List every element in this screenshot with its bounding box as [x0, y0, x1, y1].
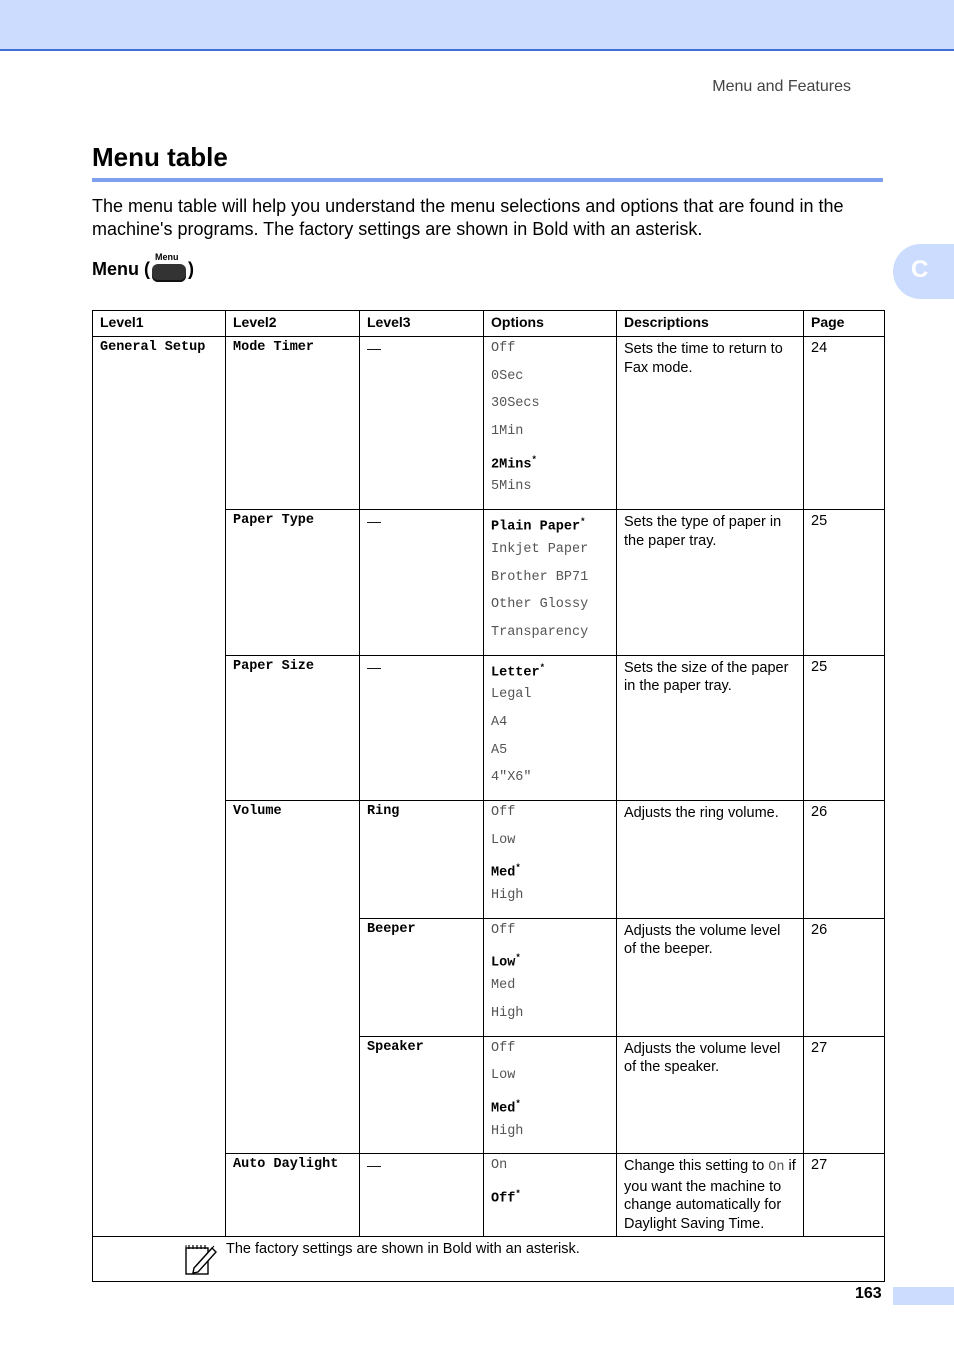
page-number: 163 [855, 1285, 882, 1302]
option-item: Transparency [491, 624, 589, 640]
options-cell [484, 337, 617, 510]
footer-color-bar [893, 1287, 954, 1305]
table-row [93, 337, 885, 510]
description-text: Change this setting to [624, 1158, 769, 1175]
intro-paragraph: The menu table will help you understand the menu selections and options that are found in the machine's programs. The factory settings are shown in Bold with an asterisk. [92, 196, 844, 239]
page-cell: 27 [804, 1154, 885, 1237]
option-item: High [491, 888, 524, 904]
level3-cell: — [360, 655, 484, 800]
note-row [93, 1237, 885, 1282]
page-cell: 24 [804, 337, 885, 510]
level2-cell: Paper Type [226, 510, 360, 655]
header-page: Page [804, 311, 885, 337]
menu-heading-prefix: Menu ( [92, 258, 150, 279]
option-item: Off [491, 922, 516, 938]
option-item: High [491, 1005, 524, 1021]
page-cell: 26 [804, 918, 885, 1036]
option-item: 2Mins* [491, 454, 537, 473]
menu-key-label: Menu [155, 252, 179, 262]
description-cell: Adjusts the volume level of the beeper. [617, 918, 804, 1036]
description-cell: Adjusts the volume level of the speaker. [617, 1036, 804, 1154]
level2-cell: Mode Timer [226, 337, 360, 510]
options-cell [484, 801, 617, 919]
menu-heading-suffix: ) [188, 258, 194, 279]
page-cell: 25 [804, 655, 885, 800]
chapter-letter: C [911, 256, 929, 283]
option-item: Plain Paper* [491, 517, 586, 535]
chapter-tab [893, 244, 954, 299]
page-cell: 27 [804, 1036, 885, 1154]
level1-cell: General Setup [93, 337, 226, 1237]
option-item: 30Secs [491, 396, 540, 412]
header-options: Options [484, 311, 617, 337]
header-level3: Level3 [360, 311, 484, 337]
options-cell [484, 1154, 617, 1237]
option-item: Off [491, 1040, 516, 1056]
option-item: Other Glossy [491, 597, 589, 613]
option-item: 1Min [491, 424, 524, 440]
option-item: Low [491, 832, 516, 848]
description-cell: Sets the time to return to Fax mode. [617, 337, 804, 510]
option-item: Low [491, 1068, 516, 1084]
options-cell [484, 918, 617, 1036]
option-item: Off* [491, 1188, 521, 1207]
option-item: Brother BP71 [491, 569, 589, 585]
option-item: Off [491, 341, 516, 356]
description-cell: Adjusts the ring volume. [617, 801, 804, 919]
menu-heading [92, 252, 194, 282]
note-text: The factory settings are shown in Bold with an asterisk. [226, 1241, 580, 1258]
running-header: Menu and Features [712, 78, 851, 95]
level3-cell: Beeper [360, 918, 484, 1036]
option-item: 4"X6" [491, 770, 532, 786]
option-item: Off [491, 805, 516, 820]
option-item: High [491, 1123, 524, 1139]
title-rule [92, 178, 883, 182]
level3-cell: — [360, 1154, 484, 1237]
header-descriptions: Descriptions [617, 311, 804, 337]
table-header-row [93, 311, 885, 337]
description-cell: Sets the size of the paper in the paper tray. [617, 655, 804, 800]
level3-cell: — [360, 337, 484, 510]
level3-cell: Ring [360, 801, 484, 919]
level3-cell: — [360, 510, 484, 655]
description-text: if you want the machine to change automatically for Daylight Saving Time. [624, 1158, 796, 1232]
level2-cell: Auto Daylight [226, 1154, 360, 1237]
option-item: Med [491, 978, 516, 994]
options-cell [484, 1036, 617, 1154]
level3-cell: Speaker [360, 1036, 484, 1154]
option-item: Med* [491, 1098, 521, 1117]
option-item: 5Mins [491, 479, 532, 495]
note-cell [93, 1237, 885, 1282]
description-cell [617, 1154, 804, 1237]
level2-cell: Volume [226, 801, 360, 1154]
option-item: A4 [491, 714, 508, 730]
top-color-bar [0, 0, 954, 51]
description-cell: Sets the type of paper in the paper tray. [617, 510, 804, 655]
option-item: On [491, 1158, 508, 1174]
options-cell [484, 510, 617, 655]
menu-button-icon [152, 252, 186, 282]
option-item: Low* [491, 953, 521, 971]
option-item: Legal [491, 687, 532, 703]
option-item: Med* [491, 863, 521, 881]
description-code: On [768, 1160, 785, 1176]
page-cell: 26 [804, 801, 885, 919]
menu-table [92, 310, 885, 1282]
level2-cell: Paper Size [226, 655, 360, 800]
header-level2: Level2 [226, 311, 360, 337]
note-pencil-icon [100, 1240, 226, 1278]
section-title: Menu table [92, 142, 228, 172]
option-item: 0Sec [491, 368, 524, 384]
page-cell: 25 [804, 510, 885, 655]
option-item: A5 [491, 742, 508, 758]
option-item: Inkjet Paper [491, 541, 589, 557]
header-level1: Level1 [93, 311, 226, 337]
option-item: Letter* [491, 662, 546, 681]
options-cell [484, 655, 617, 800]
